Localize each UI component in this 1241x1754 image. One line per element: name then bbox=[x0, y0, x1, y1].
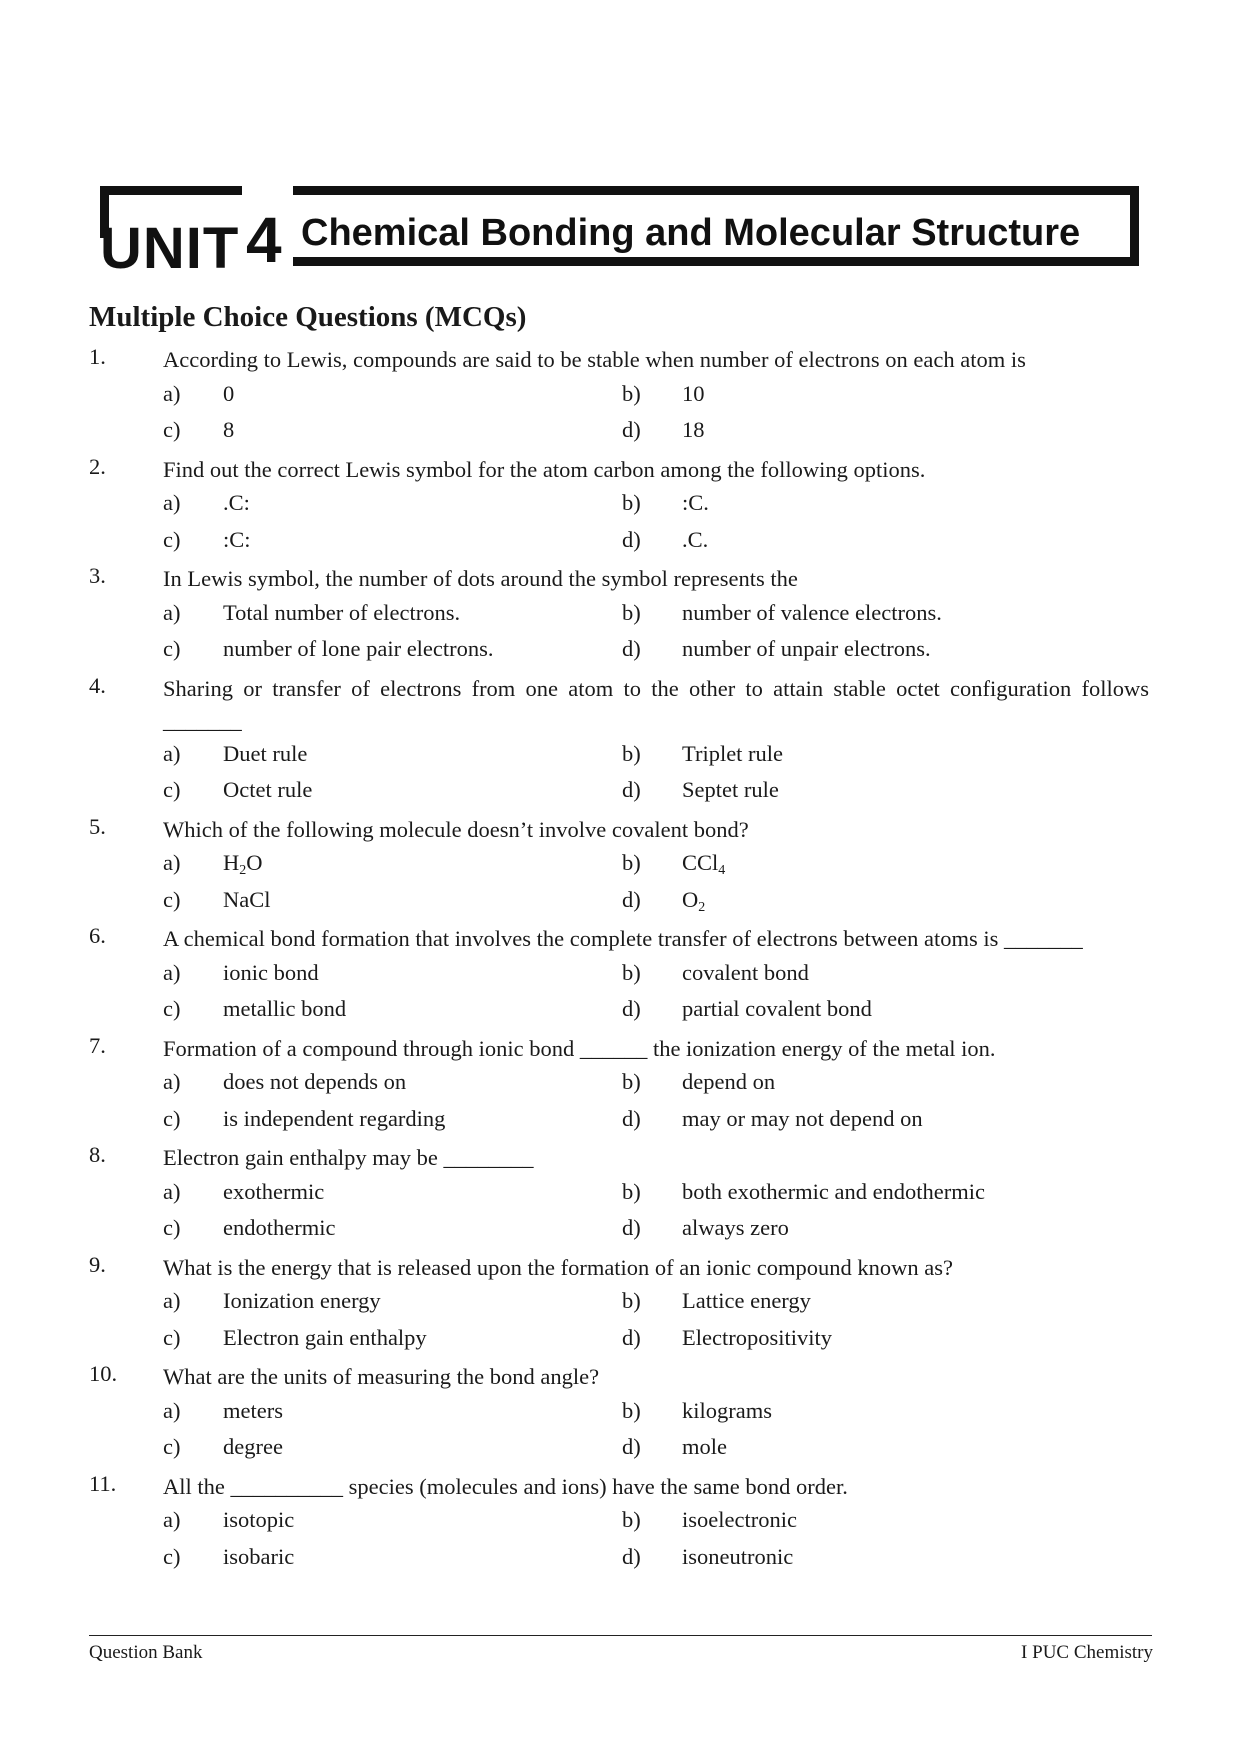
question-number: 3. bbox=[89, 563, 106, 588]
option-text: does not depends on bbox=[223, 1069, 407, 1094]
option-label: d) bbox=[622, 1105, 641, 1131]
question-row bbox=[89, 919, 1149, 956]
section-title: Multiple Choice Questions (MCQs) bbox=[89, 301, 527, 333]
option-text: always zero bbox=[682, 1215, 789, 1240]
option-row bbox=[89, 1175, 1149, 1212]
option-label: b) bbox=[622, 1288, 641, 1313]
option-row bbox=[89, 1540, 1149, 1577]
option-label: b) bbox=[622, 740, 641, 766]
question-row bbox=[89, 450, 1149, 487]
option-text: kilograms bbox=[682, 1397, 772, 1423]
question-item bbox=[89, 1029, 1149, 1139]
option-text: endothermic bbox=[223, 1215, 336, 1240]
option-label: a) bbox=[163, 1069, 181, 1094]
option-label: a) bbox=[163, 490, 181, 515]
option-label: b) bbox=[622, 959, 641, 985]
option-text: number of valence electrons. bbox=[682, 599, 942, 625]
option-label: a) bbox=[163, 599, 181, 625]
option-text: Ionization energy bbox=[223, 1288, 381, 1313]
option-text: Electron gain enthalpy bbox=[223, 1324, 427, 1350]
question-row bbox=[89, 1138, 1149, 1175]
question-text: What are the units of measuring the bond angle? bbox=[163, 1364, 600, 1389]
option-text: .C. bbox=[682, 526, 709, 552]
option-text: both exothermic and endothermic bbox=[682, 1178, 986, 1204]
question-number: 2. bbox=[89, 453, 106, 479]
option-text: Duet rule bbox=[223, 740, 308, 766]
footer-divider bbox=[89, 1635, 1152, 1636]
option-text: NaCl bbox=[223, 886, 271, 912]
question-row bbox=[89, 340, 1149, 377]
question-item bbox=[89, 919, 1149, 1029]
option-row bbox=[89, 846, 1149, 883]
option-label: b) bbox=[622, 1069, 641, 1094]
question-text: According to Lewis, compounds are said to be stable when number of electrons on each atom is bbox=[163, 347, 1026, 372]
option-text: number of lone pair electrons. bbox=[223, 636, 494, 661]
question-row bbox=[89, 559, 1149, 596]
option-text: mole bbox=[682, 1434, 727, 1459]
question-text: Find out the correct Lewis symbol for the atom carbon among the following options. bbox=[163, 456, 926, 482]
option-row bbox=[89, 883, 1149, 920]
question-item bbox=[89, 1467, 1149, 1577]
question-item bbox=[89, 1357, 1149, 1467]
option-text: isoneutronic bbox=[682, 1543, 794, 1569]
option-text: .C: bbox=[223, 490, 250, 515]
option-row bbox=[89, 773, 1149, 810]
option-text: Lattice energy bbox=[682, 1288, 811, 1313]
option-text: ionic bond bbox=[223, 959, 319, 985]
question-text: In Lewis symbol, the number of dots around the symbol represents the bbox=[163, 566, 798, 591]
option-text: degree bbox=[223, 1434, 283, 1459]
option-row bbox=[89, 523, 1149, 560]
option-label: b) bbox=[622, 490, 641, 515]
option-label: a) bbox=[163, 959, 181, 985]
option-text: Octet rule bbox=[223, 777, 313, 802]
option-label: d) bbox=[622, 526, 641, 552]
option-text: covalent bond bbox=[682, 959, 809, 985]
option-label: c) bbox=[163, 996, 181, 1021]
question-text: Electron gain enthalpy may be ________ bbox=[163, 1145, 534, 1170]
question-row bbox=[89, 1467, 1149, 1504]
question-item bbox=[89, 1248, 1149, 1358]
option-text: isoelectronic bbox=[682, 1507, 797, 1532]
option-label: c) bbox=[163, 1543, 181, 1569]
option-row bbox=[89, 956, 1149, 993]
option-text: meters bbox=[223, 1397, 283, 1423]
option-label: a) bbox=[163, 1178, 181, 1204]
option-row bbox=[89, 632, 1149, 669]
option-label: c) bbox=[163, 1215, 181, 1240]
option-label: d) bbox=[622, 777, 641, 802]
option-label: b) bbox=[622, 1397, 641, 1423]
option-row bbox=[89, 486, 1149, 523]
option-label: c) bbox=[163, 777, 181, 802]
question-row bbox=[89, 1357, 1149, 1394]
option-label: c) bbox=[163, 1324, 181, 1350]
option-text: number of unpair electrons. bbox=[682, 636, 931, 661]
question-row bbox=[89, 669, 1149, 737]
option-label: c) bbox=[163, 636, 181, 661]
question-number: 5. bbox=[89, 813, 106, 839]
option-label: a) bbox=[163, 1288, 181, 1313]
option-text: Total number of electrons. bbox=[223, 599, 461, 625]
question-text: Which of the following molecule doesn’t involve covalent bond? bbox=[163, 816, 749, 842]
option-row bbox=[89, 1065, 1149, 1102]
option-label: d) bbox=[622, 1324, 641, 1350]
option-label: a) bbox=[163, 740, 181, 766]
unit-label: UNIT bbox=[100, 216, 240, 281]
option-label: b) bbox=[622, 1178, 641, 1204]
question-text: Formation of a compound through ionic bond ______ the ionization energy of the metal ion. bbox=[163, 1035, 996, 1061]
option-text: 8 bbox=[223, 417, 235, 442]
option-label: c) bbox=[163, 417, 181, 442]
option-label: b) bbox=[622, 1507, 641, 1532]
question-row bbox=[89, 1029, 1149, 1066]
option-text: metallic bond bbox=[223, 996, 347, 1021]
option-text: Triplet rule bbox=[682, 740, 784, 766]
question-number: 8. bbox=[89, 1142, 106, 1167]
option-text: depend on bbox=[682, 1069, 776, 1094]
question-number: 4. bbox=[89, 672, 106, 698]
option-text: :C. bbox=[682, 490, 709, 515]
option-text: $O_2$ bbox=[682, 886, 706, 915]
option-label: d) bbox=[622, 636, 641, 661]
question-item bbox=[89, 450, 1149, 560]
option-label: d) bbox=[622, 886, 641, 912]
option-text: $H_2O$ bbox=[223, 850, 263, 878]
option-row bbox=[89, 377, 1149, 414]
option-label: b) bbox=[622, 599, 641, 625]
option-text: is independent regarding bbox=[223, 1105, 446, 1131]
question-text: Sharing or transfer of electrons from one atom to the other to attain stable octet configuration follows _______ bbox=[163, 675, 1149, 733]
unit-title-box bbox=[293, 186, 1139, 266]
option-text: exothermic bbox=[223, 1178, 325, 1204]
option-text: 10 bbox=[682, 380, 705, 406]
option-text: :C: bbox=[223, 526, 251, 552]
option-label: a) bbox=[163, 1507, 181, 1532]
option-row bbox=[89, 1394, 1149, 1431]
question-number: 9. bbox=[89, 1251, 106, 1277]
option-row bbox=[89, 1503, 1149, 1540]
option-label: a) bbox=[163, 1397, 181, 1423]
option-label: c) bbox=[163, 1105, 181, 1131]
option-text: isotopic bbox=[223, 1507, 295, 1532]
option-label: d) bbox=[622, 996, 641, 1021]
unit-number: 4 bbox=[246, 204, 282, 276]
option-text: may or may not depend on bbox=[682, 1105, 923, 1131]
unit-title: Chemical Bonding and Molecular Structure bbox=[301, 212, 1081, 254]
question-list bbox=[89, 340, 1149, 1576]
option-label: c) bbox=[163, 526, 181, 552]
option-row bbox=[89, 596, 1149, 633]
question-item bbox=[89, 1138, 1149, 1248]
question-number: 10. bbox=[89, 1361, 118, 1386]
option-label: a) bbox=[163, 380, 181, 406]
question-text: All the __________ species (molecules and ions) have the same bond order. bbox=[163, 1473, 848, 1499]
option-label: d) bbox=[622, 417, 641, 442]
option-label: c) bbox=[163, 1434, 181, 1459]
option-label: d) bbox=[622, 1215, 641, 1240]
unit-header bbox=[100, 186, 1145, 281]
option-text: partial covalent bond bbox=[682, 996, 872, 1021]
option-text: 0 bbox=[223, 380, 235, 406]
bracket-top-rule bbox=[100, 186, 242, 195]
option-text: Electropositivity bbox=[682, 1324, 832, 1350]
question-text: What is the energy that is released upon the formation of an ionic compound known as? bbox=[163, 1254, 953, 1280]
option-text: 18 bbox=[682, 417, 705, 442]
option-row bbox=[89, 1430, 1149, 1467]
option-row bbox=[89, 413, 1149, 450]
option-label: d) bbox=[622, 1434, 641, 1459]
footer-left-text: Question Bank bbox=[89, 1642, 203, 1663]
option-label: a) bbox=[163, 850, 181, 875]
question-item bbox=[89, 669, 1149, 810]
question-item bbox=[89, 559, 1149, 669]
question-item bbox=[89, 340, 1149, 450]
question-item bbox=[89, 810, 1149, 920]
option-row bbox=[89, 1321, 1149, 1358]
question-number: 11. bbox=[89, 1470, 117, 1496]
option-row bbox=[89, 1211, 1149, 1248]
option-label: b) bbox=[622, 380, 641, 406]
question-text: A chemical bond formation that involves the complete transfer of electrons between atoms is _______ bbox=[163, 926, 1083, 951]
option-text: isobaric bbox=[223, 1543, 295, 1569]
question-number: 6. bbox=[89, 923, 106, 948]
question-number: 7. bbox=[89, 1032, 106, 1058]
footer-right-text: I PUC Chemistry bbox=[1021, 1642, 1153, 1663]
option-label: d) bbox=[622, 1543, 641, 1569]
option-text: Septet rule bbox=[682, 777, 779, 802]
option-label: c) bbox=[163, 886, 181, 912]
question-row bbox=[89, 810, 1149, 847]
option-row bbox=[89, 737, 1149, 774]
option-text: CCl$_4$ bbox=[682, 850, 726, 878]
option-row bbox=[89, 1102, 1149, 1139]
option-row bbox=[89, 1284, 1149, 1321]
option-row bbox=[89, 992, 1149, 1029]
option-label: b) bbox=[622, 850, 641, 875]
question-number: 1. bbox=[89, 344, 106, 369]
question-row bbox=[89, 1248, 1149, 1285]
